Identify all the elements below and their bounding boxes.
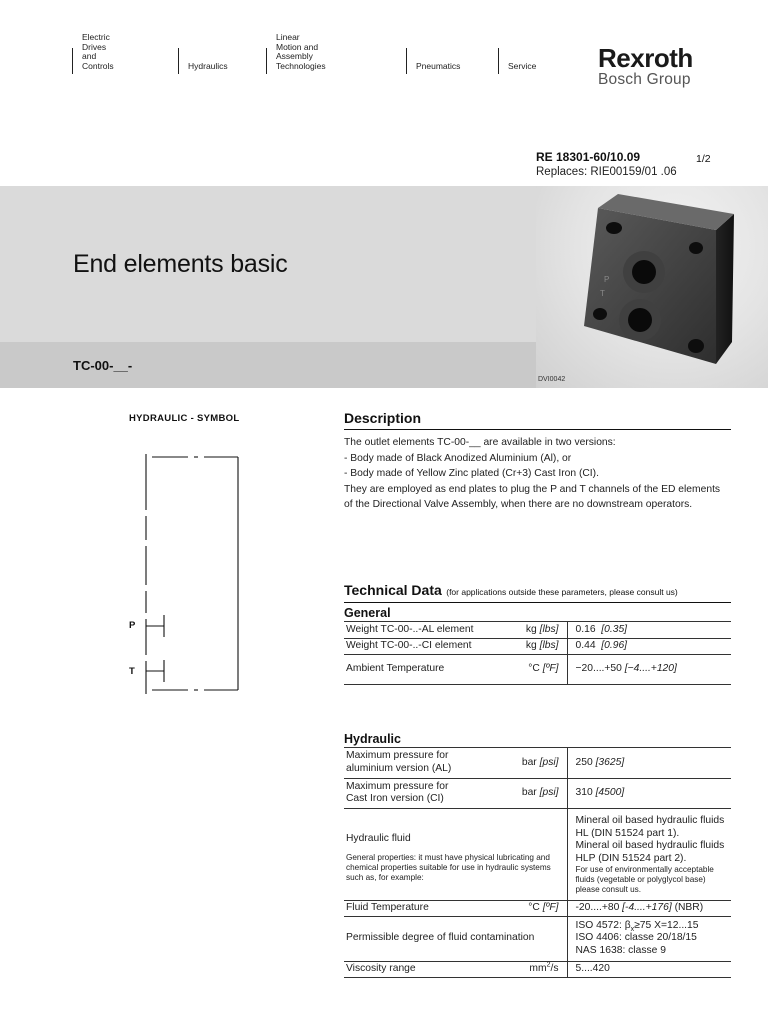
nav-item-label: and Controls <box>82 51 114 71</box>
table-row <box>344 900 731 916</box>
description-line: The outlet elements TC-00-__ are available in two versions: <box>344 437 616 448</box>
table-row <box>344 778 731 808</box>
technical-data-section <box>344 582 731 685</box>
row-value: 0.16 [0.35] <box>567 622 731 638</box>
row-value: −20....+50 [−4....+120] <box>567 654 731 684</box>
row-unit: kg [lbs] <box>509 622 567 638</box>
product-photo <box>536 186 768 388</box>
table-row <box>344 654 731 684</box>
replaces-reference: Replaces: RIE00159/01 .06 <box>536 166 677 178</box>
hydraulic-symbol <box>120 450 250 705</box>
row-unit: bar [psi] <box>509 778 567 808</box>
port-t-label: T <box>129 666 135 677</box>
description-line: They are employed as end plates to plug the P and T channels of the ED elements of the Directional Valve Assembly, when there are no downstream operators. <box>344 483 721 511</box>
table-row <box>344 638 731 654</box>
row-label: Ambient Temperature <box>344 654 509 684</box>
row-value: 250 [3625] <box>567 748 731 778</box>
technical-data-header <box>344 582 731 603</box>
page-title: End elements basic <box>73 250 288 278</box>
row-value: Mineral oil based hydraulic fluids HL (DIN 51524 part 1). Mineral oil based hydraulic fluids HLP (DIN 51524 part 2). For use of environmentally acceptable fluids (vegetable or polyglycol base) please consult us. <box>567 808 731 900</box>
row-label: Weight TC-00-..-AL element <box>344 622 509 638</box>
nav-item-label: Service <box>508 60 537 71</box>
row-label: Permissible degree of fluid contamination <box>344 916 567 961</box>
row-value: 0.44 [0.96] <box>567 638 731 654</box>
hydraulic-section <box>344 732 731 978</box>
hydraulic-symbol-diagram <box>120 450 250 700</box>
svg-text:P: P <box>604 275 610 284</box>
nav-item-label: Hydraulics <box>188 60 228 71</box>
end-plate-image <box>536 186 768 388</box>
nav-item-label: Assembly Technologies <box>276 51 326 71</box>
row-label: Viscosity range <box>344 961 509 977</box>
rexroth-logo[interactable] <box>598 44 693 88</box>
row-label: Maximum pressure for Cast Iron version (CI) <box>344 778 509 808</box>
row-label: Fluid Temperature <box>344 900 509 916</box>
document-reference <box>536 150 711 180</box>
general-table <box>344 622 731 685</box>
logo-brand: Rexroth <box>598 43 693 73</box>
description-line: - Body made of Black Anodized Aluminium (Al), or <box>344 452 572 464</box>
row-unit: °C [ºF] <box>509 900 567 916</box>
technical-data-note: (for applications outside these parameters, please consult us) <box>446 587 678 597</box>
nav-item-electric-drives[interactable] <box>72 32 114 74</box>
nav-item-label: Linear Motion and <box>276 32 319 52</box>
photo-caption: DVI0042 <box>538 376 566 383</box>
row-label: Maximum pressure for aluminium version (AL) <box>344 748 509 778</box>
nav-item-service[interactable] <box>498 48 536 74</box>
description-heading: Description <box>344 410 731 430</box>
nav-item-pneumatics[interactable] <box>406 48 460 74</box>
technical-data-heading: Technical Data <box>344 582 442 598</box>
description-body <box>344 435 731 513</box>
row-label: Weight TC-00-..-CI element <box>344 638 509 654</box>
hydraulic-table <box>344 748 731 978</box>
table-row <box>344 808 731 900</box>
description-line: - Body made of Yellow Zinc plated (Cr+3) Cast Iron (CI). <box>344 468 599 480</box>
row-label: Hydraulic fluid General properties: it must have physical lubricating and chemical properties suitable for use in hydraulic systems such as, for example: <box>344 808 567 900</box>
document-number: RE 18301-60/10.09 <box>536 150 641 164</box>
model-code: TC-00-__- <box>73 358 133 373</box>
table-row <box>344 622 731 638</box>
row-unit: °C [ºF] <box>509 654 567 684</box>
row-unit: bar [psi] <box>509 748 567 778</box>
hydraulic-heading: Hydraulic <box>344 732 731 748</box>
table-row <box>344 961 731 977</box>
nav-item-linear-motion[interactable] <box>266 32 326 74</box>
page-number: 1/2 <box>696 153 711 165</box>
nav-item-label: Electric Drives <box>82 32 110 52</box>
general-heading: General <box>344 603 731 622</box>
row-unit: kg [lbs] <box>509 638 567 654</box>
row-unit: $mm^2/s$ <box>509 961 567 977</box>
port-p-label: P <box>129 620 136 631</box>
nav-item-hydraulics[interactable] <box>178 48 228 74</box>
nav-item-label: Pneumatics <box>416 60 461 71</box>
row-value: -20....+80 [-4....+176] (NBR) <box>567 900 731 916</box>
description-section <box>344 410 731 513</box>
row-value: ISO 4572: $\beta_x\ge 75$ X=12...15 ISO 4406: classe 20/18/15 NAS 1638: classe 9 <box>567 916 731 961</box>
logo-group: Bosch Group <box>598 71 691 88</box>
table-row <box>344 748 731 778</box>
row-value: 5....420 <box>567 961 731 977</box>
svg-text:T: T <box>600 289 605 298</box>
row-value: 310 [4500] <box>567 778 731 808</box>
table-row <box>344 916 731 961</box>
hydraulic-symbol-heading: HYDRAULIC - SYMBOL <box>129 413 240 424</box>
